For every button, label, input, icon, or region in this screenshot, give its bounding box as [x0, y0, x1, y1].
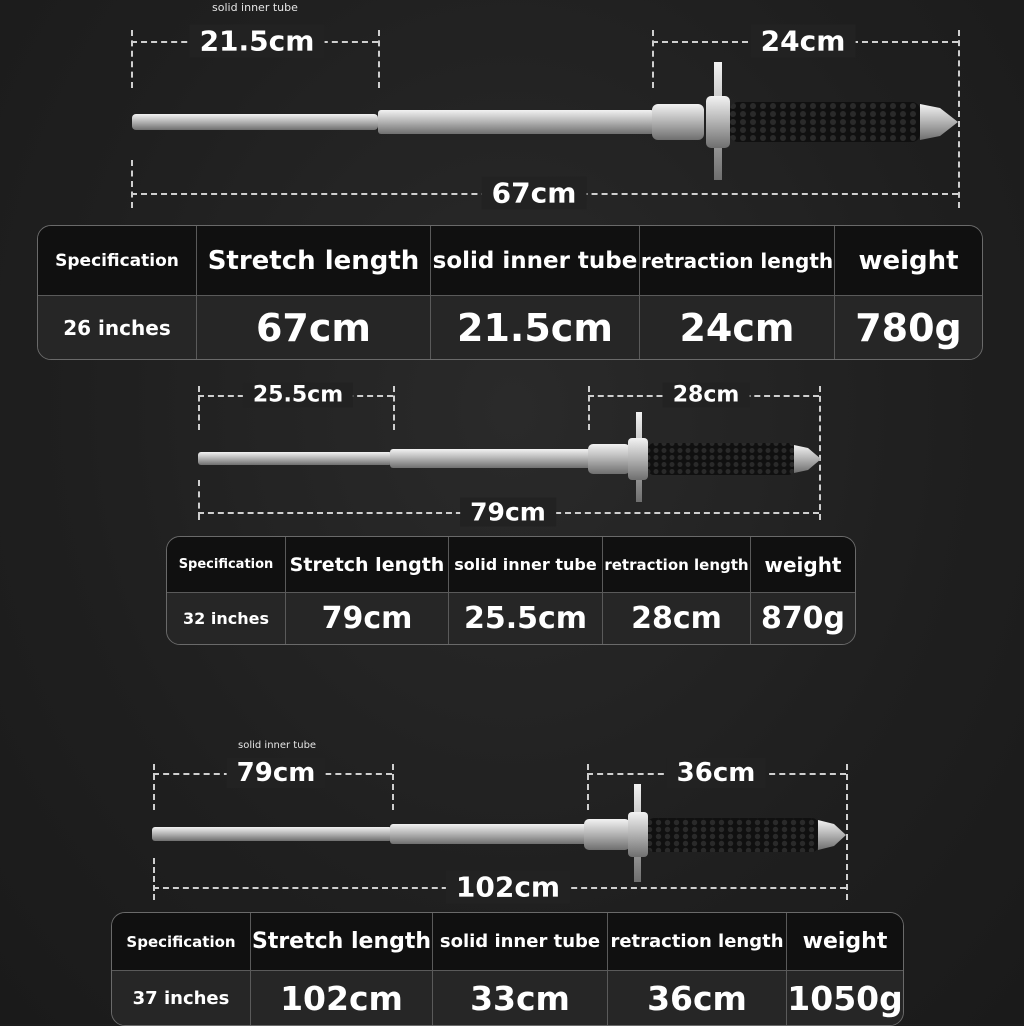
value-specification: 26 inches	[38, 296, 197, 359]
inner-length-label: 21.5cm	[190, 25, 325, 58]
spec-table	[37, 225, 983, 360]
telescopic-baton-icon	[196, 412, 821, 504]
header-specification: Specification	[167, 537, 286, 593]
dim-tick	[131, 160, 133, 208]
value-weight: 780g	[835, 296, 982, 359]
total-length-label: 79cm	[460, 498, 556, 527]
spec-table	[111, 912, 904, 1026]
value-solid-inner-tube: 25.5cm	[449, 593, 603, 644]
value-solid-inner-tube: 21.5cm	[431, 296, 640, 359]
header-weight: weight	[751, 537, 855, 593]
dim-tick	[846, 764, 848, 900]
value-retraction-length: 28cm	[603, 593, 751, 644]
spec-table	[166, 536, 856, 645]
header-retraction-length: retraction length	[640, 226, 835, 296]
dim-tick	[153, 858, 155, 900]
value-retraction-length: 24cm	[640, 296, 835, 359]
header-specification: Specification	[112, 913, 251, 971]
total-length-label: 67cm	[482, 177, 587, 210]
dim-tick	[198, 480, 200, 520]
header-weight: weight	[835, 226, 982, 296]
retraction-length-label: 24cm	[751, 25, 856, 58]
telescopic-baton-icon	[128, 62, 958, 182]
header-stretch-length: Stretch length	[286, 537, 449, 593]
header-retraction-length: retraction length	[603, 537, 751, 593]
inner-length-label: 79cm	[227, 758, 326, 788]
value-specification: 32 inches	[167, 593, 286, 644]
header-retraction-length: retraction length	[608, 913, 787, 971]
value-stretch-length: 67cm	[197, 296, 431, 359]
header-specification: Specification	[38, 226, 197, 296]
retraction-length-label: 28cm	[663, 383, 750, 408]
value-weight: 870g	[751, 593, 855, 644]
header-solid-inner-tube: solid inner tube	[431, 226, 640, 296]
telescopic-baton-icon	[150, 784, 846, 884]
value-stretch-length: 102cm	[251, 971, 433, 1025]
value-specification: 37 inches	[112, 971, 251, 1025]
tiny-inner-tube-label: solid inner tube	[238, 740, 317, 751]
value-retraction-length: 36cm	[608, 971, 787, 1025]
value-stretch-length: 79cm	[286, 593, 449, 644]
header-solid-inner-tube: solid inner tube	[433, 913, 608, 971]
dim-tick	[958, 30, 960, 208]
header-stretch-length: Stretch length	[251, 913, 433, 971]
header-solid-inner-tube: solid inner tube	[449, 537, 603, 593]
inner-length-label: 25.5cm	[243, 383, 353, 408]
tiny-inner-tube-label: solid inner tube	[212, 1, 298, 14]
total-length-label: 102cm	[446, 871, 570, 904]
header-weight: weight	[787, 913, 903, 971]
retraction-length-label: 36cm	[667, 758, 766, 788]
value-weight: 1050g	[787, 971, 903, 1025]
value-solid-inner-tube: 33cm	[433, 971, 608, 1025]
header-stretch-length: Stretch length	[197, 226, 431, 296]
